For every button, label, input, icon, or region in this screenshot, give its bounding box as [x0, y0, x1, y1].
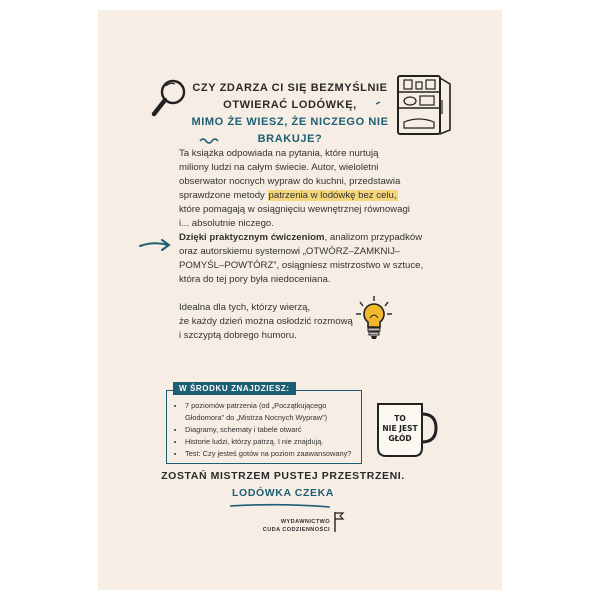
- closing: [158, 468, 408, 502]
- exercise-line: [179, 231, 459, 245]
- highlighted-phrase: patrzenia w lodówkę bez celu,: [268, 190, 397, 201]
- heading-line-2: OTWIERAĆ LODÓWKĘ,: [223, 99, 357, 111]
- exercise-bold: Dzięki praktycznym ćwiczeniom: [179, 232, 325, 243]
- intro-line: [179, 189, 449, 203]
- intro-line: które pomagają w osiągnięciu wewnętrznej równowagi: [179, 204, 410, 215]
- exercise-text: , analizom przypadków: [324, 232, 423, 243]
- intro-line: Ta książka odpowiada na pytania, które nurtują: [179, 148, 379, 159]
- heading-line-3: MIMO ŻE WIESZ, ŻE NICZEGO NIE BRAKUJE?: [191, 116, 389, 145]
- publisher-line: WYDAWNICTWO: [280, 519, 330, 525]
- underline-icon: [228, 503, 332, 509]
- mug-text-line: TO: [394, 414, 406, 423]
- closing-line-1: ZOSTAŃ MISTRZEM PUSTEJ PRZESTRZENI.: [161, 470, 405, 482]
- publisher-line: CUDA CODZIENNOŚCI: [262, 527, 330, 533]
- exercise-paragraph: [179, 231, 459, 287]
- closing-line-2: LODÓWKA CZEKA: [232, 487, 334, 499]
- intro-text: sprawdzone metody: [179, 190, 268, 201]
- heading-line-1: CZY ZDARZA CI SIĘ BEZMYŚLNIE: [192, 82, 388, 94]
- squiggle-icon: [198, 136, 222, 146]
- ideal-line: Idealna dla tych, którzy wierzą,: [179, 302, 311, 313]
- intro-line: miliony ludzi na całym świecie. Autor, wieloletni: [179, 162, 379, 173]
- list-item: • 7 poziomów patrzenia (od „Początkującego Głodomora” do „Mistrza Nocnych Wypraw”): [185, 400, 363, 424]
- intro-line: i... absolutnie niczego.: [179, 218, 274, 229]
- magnifier-icon: [150, 76, 190, 122]
- ideal-line: i szczyptą dobrego humoru.: [179, 330, 297, 341]
- intro-line: obserwator nocnych wypraw do kuchni, przedstawia: [179, 176, 401, 187]
- list-item: • Historie ludzi, którzy patrzą. I nie znajdują.: [185, 436, 363, 448]
- flag-icon: [332, 510, 346, 534]
- mug-text-line: NIE JEST: [382, 424, 418, 433]
- exercise-line: POMYŚL–POWTÓRZ”, osiągniesz mistrzostwo w sztuce,: [179, 260, 424, 271]
- exercise-line: która do tej pory była niedoceniana.: [179, 274, 331, 285]
- mug-text: [378, 414, 422, 444]
- mug-icon: [374, 400, 440, 460]
- arrow-icon: [138, 238, 172, 252]
- fridge-icon: [394, 70, 454, 140]
- ideal-line: że każdy dzień można osłodzić rozmową: [179, 316, 353, 327]
- list-item: • Diagramy, schematy i tabele otwarć: [185, 424, 363, 436]
- publisher-name: [248, 518, 330, 534]
- book-back-cover: [98, 10, 502, 590]
- contents-box: [166, 384, 362, 464]
- mug-text-line: GŁÓD: [388, 434, 412, 443]
- exercise-line: oraz autorskiemu systemowi „OTWÓRZ–ZAMKNIJ–: [179, 246, 401, 257]
- list-item: • Test: Czy jesteś gotów na poziom zaawansowany?: [185, 448, 363, 460]
- lightbulb-icon: [354, 294, 394, 342]
- contents-label: W ŚRODKU ZNAJDZIESZ:: [173, 382, 296, 395]
- contents-list: [171, 400, 363, 460]
- dash-icon: [374, 100, 384, 124]
- intro-paragraph: [179, 147, 449, 231]
